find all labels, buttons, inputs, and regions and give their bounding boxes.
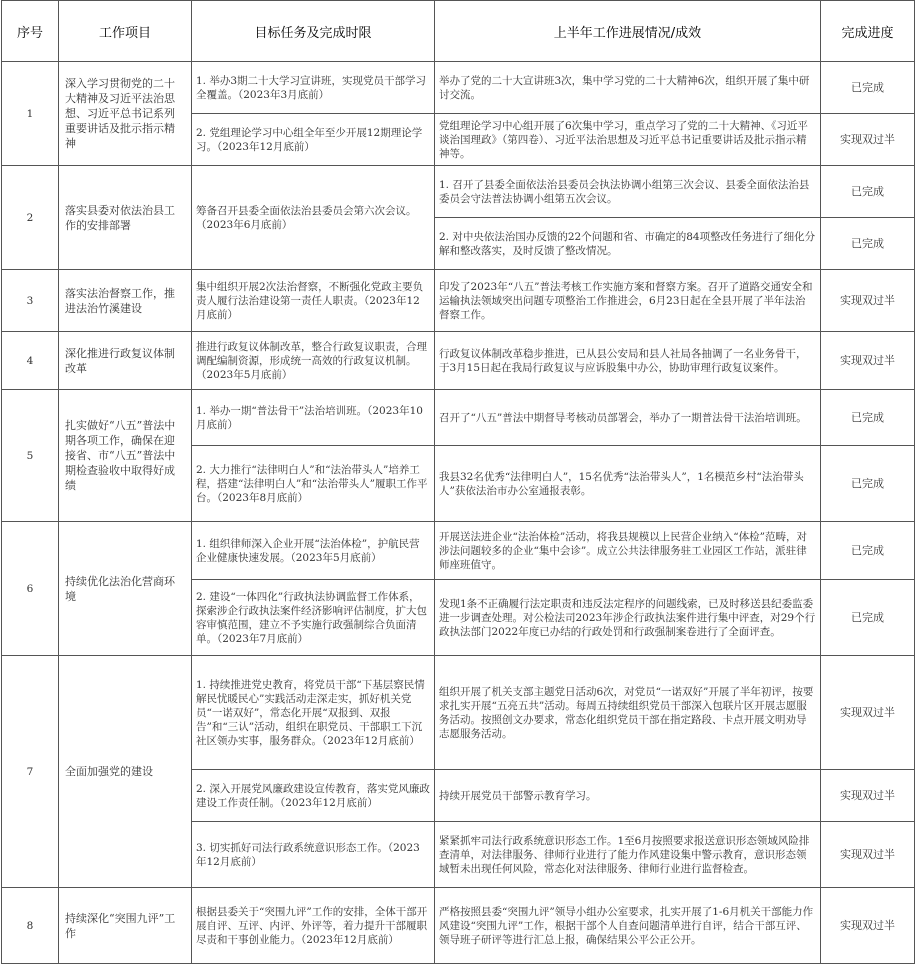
target-task: 1. 举办一期“普法骨干”法治培训班。（2023年10月底前） [192,390,435,446]
progress-text: 召开了“八五”普法中期督导考核动员部署会，举办了一期普法骨干法治培训班。 [435,390,821,446]
work-item: 落实法治督察工作，推进法治竹溪建设 [59,270,192,332]
table-row [2,332,915,390]
target-task: 根据县委关于“突围九评”工作的安排，全体干部开展自评、互评、内评、外评等，着力提升干部履职尽责和干事创业能力。（2023年12月底前） [192,888,435,964]
work-item: 深化推进行政复议体制改革 [59,332,192,390]
header-seq: 序号 [2,1,59,62]
row-number: 3 [2,270,59,332]
status-cell: 实现双过半 [821,656,915,770]
table-row [2,656,915,770]
target-task: 2. 党组理论学习中心组全年至少开展12期理论学习。（2023年12月底前） [192,114,435,166]
row-number: 5 [2,390,59,522]
status-cell: 已完成 [821,390,915,446]
status-cell: 已完成 [821,446,915,522]
work-item: 深入学习贯彻党的二十大精神及习近平法治思想、习近平总书记系列重要讲话及批示指示精神 [59,62,192,166]
status-cell: 已完成 [821,62,915,114]
progress-text: 印发了2023年“八五”普法考核工作实施方案和督察方案。召开了道路交通安全和运输执法领域突出问题专项整治工作推进会，6月23日起在全县开展了半年法治督察工作。 [435,270,821,332]
row-number: 6 [2,522,59,656]
progress-text: 发现1条不正确履行法定职责和违反法定程序的问题线索，已及时移送县纪委监委进一步调查处理。对公检法司2023年涉企行政执法案件进行集中评查，对29个行政执法部门2022年度已办结的行政处罚和行政强制案卷进行了全面评查。 [435,580,821,656]
status-cell: 实现双过半 [821,770,915,822]
row-number: 8 [2,888,59,964]
progress-text: 开展送法进企业“法治体检”活动，将我县规模以上民营企业纳入“体检”范畴，对涉法问题较多的企业“集中会诊”。成立公共法律服务驻工业园区工作站，派驻律师座班值守。 [435,522,821,580]
row-number: 4 [2,332,59,390]
work-item: 全面加强党的建设 [59,656,192,888]
table-row [2,522,915,580]
status-cell: 实现双过半 [821,332,915,390]
table-row [2,62,915,114]
header-item: 工作项目 [59,1,192,62]
work-item: 落实县委对依法治县工作的安排部署 [59,166,192,270]
table-row [2,390,915,446]
target-task: 1. 举办3期二十大学习宣讲班，实现党员干部学习全覆盖。（2023年3月底前） [192,62,435,114]
progress-text: 我县32名优秀“法律明白人”，15名优秀“法治带头人”，1名模范乡村“法治带头人”获依法治市办公室通报表彰。 [435,446,821,522]
work-item: 持续深化“突围九评”工作 [59,888,192,964]
progress-text: 行政复议体制改革稳步推进，已从县公安局和县人社局各抽调了一名业务骨干，于3月15日起在我局行政复议与应诉股集中办公，协助审理行政复议案件。 [435,332,821,390]
target-task: 筹备召开县委全面依法治县委员会第六次会议。（2023年6月底前） [192,166,435,270]
header-status: 完成进度 [821,1,915,62]
header-row [2,1,915,62]
status-cell: 实现双过半 [821,822,915,888]
status-cell: 已完成 [821,166,915,218]
target-task: 1. 持续推进党史教育，将党员干部“下基层察民情解民忧暖民心”实践活动走深走实，抓好机关党员“一诺双好”，常态化开展“双报到、双报告”和“三认”活动，组织在职党员、干部职工下沉社区领办实事，服务群众。（2023年12月底前） [192,656,435,770]
header-target: 目标任务及完成时限 [192,1,435,62]
status-cell: 实现双过半 [821,888,915,964]
progress-text: 党组理论学习中心组开展了6次集中学习，重点学习了党的二十大精神、《习近平谈治国理政》（第四卷）、习近平法治思想及习近平总书记重要讲话及批示指示精神等。 [435,114,821,166]
progress-text: 持续开展党员干部警示教育学习。 [435,770,821,822]
table-row [2,888,915,964]
target-task: 推进行政复议体制改革，整合行政复议职责，合理调配编制资源，形成统一高效的行政复议机制。（2023年5月底前） [192,332,435,390]
progress-text: 紧紧抓牢司法行政系统意识形态工作。1至6月按照要求报送意识形态领域风险排查清单，对法律服务、律师行业进行了能力作风建设集中警示教育，意识形态领域暂未出现任何风险，常态化对法律服务、律师行业进行监督检查。 [435,822,821,888]
status-cell: 已完成 [821,580,915,656]
row-number: 7 [2,656,59,888]
work-item: 持续优化法治化营商环境 [59,522,192,656]
progress-text: 组织开展了机关支部主题党日活动6次，对党员“一诺双好”开展了半年初评，按要求扎实开展“五亮五共”活动。每周五持续组织党员干部深入包联片区开展志愿服务活动。按照创文办要求，常态化组织党员干部在指定路段、卡点开展文明劝导志愿服务活动。 [435,656,821,770]
header-progress: 上半年工作进展情况/成效 [435,1,821,62]
progress-text: 严格按照县委“突围九评”领导小组办公室要求，扎实开展了1-6月机关干部能力作风建设“突围九评”工作，根据干部个人自查问题清单进行自评，结合干部互评、领导班子研评等进行汇总上报，确保结果公平公正公开。 [435,888,821,964]
table-row [2,270,915,332]
status-cell: 已完成 [821,522,915,580]
table-row [2,166,915,218]
row-number: 2 [2,166,59,270]
progress-text: 2. 对中央依法治国办反馈的22个问题和省、市确定的84项整改任务进行了细化分解和整改落实，及时反馈了整改情况。 [435,218,821,270]
target-task: 2. 大力推行“法律明白人”和“法治带头人”培养工程，搭建“法律明白人”和“法治带头人”履职工作平台。（2023年8月底前） [192,446,435,522]
target-task: 集中组织开展2次法治督察，不断强化党政主要负责人履行法治建设第一责任人职责。（2023年12月底前） [192,270,435,332]
target-task: 2. 深入开展党风廉政建设宣传教育，落实党风廉政建设工作责任制。（2023年12月底前） [192,770,435,822]
status-cell: 实现双过半 [821,270,915,332]
status-cell: 实现双过半 [821,114,915,166]
progress-text: 1. 召开了县委全面依法治县委员会执法协调小组第三次会议、县委全面依法治县委员会守法普法协调小组第五次会议。 [435,166,821,218]
target-task: 1. 组织律师深入企业开展“法治体检”，护航民营企业健康快速发展。（2023年5月底前） [192,522,435,580]
target-task: 2. 建设“一体四化”行政执法协调监督工作体系，探索涉企行政执法案件经济影响评估制度，扩大包容审慎范围，建立不予实施行政强制综合负面清单。（2023年7月底前） [192,580,435,656]
status-cell: 已完成 [821,218,915,270]
target-task: 3. 切实抓好司法行政系统意识形态工作。（2023年12月底前） [192,822,435,888]
progress-text: 举办了党的二十大宣讲班3次，集中学习党的二十大精神6次，组织开展了集中研讨交流。 [435,62,821,114]
work-progress-table [1,0,915,964]
row-number: 1 [2,62,59,166]
work-item: 扎实做好“八五”普法中期各项工作，确保在迎接省、市“八五”普法中期检查验收中取得好成绩 [59,390,192,522]
